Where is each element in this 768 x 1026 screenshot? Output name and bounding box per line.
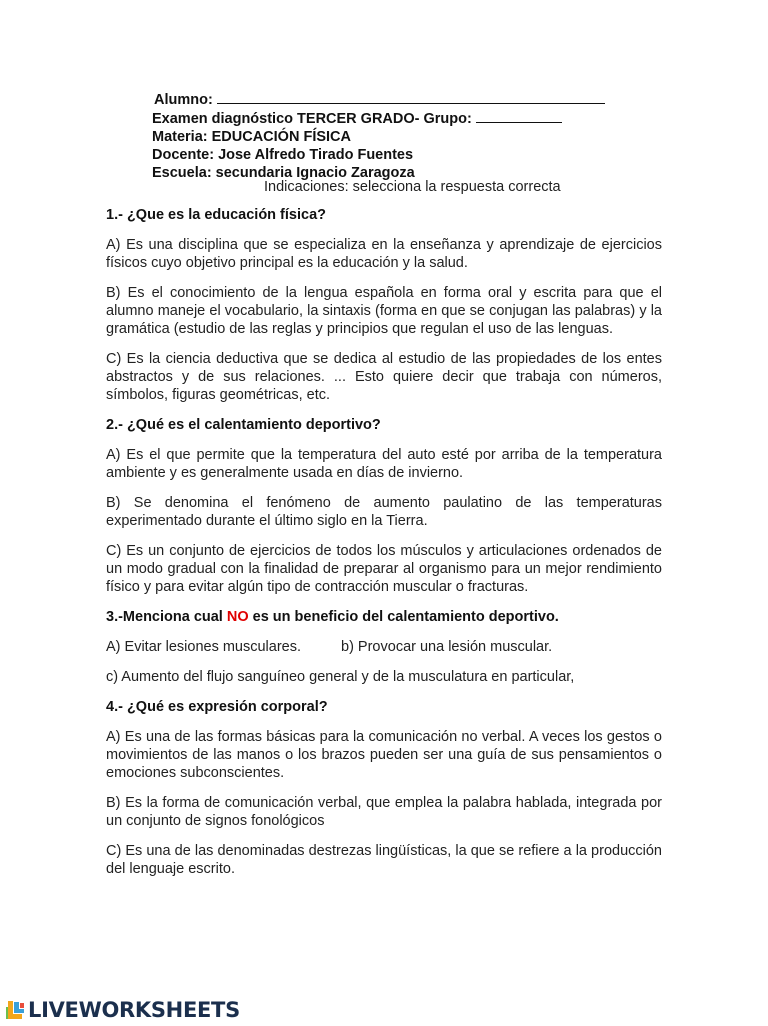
question-3-option-b[interactable]: b) Provocar una lesión muscular. [341, 639, 553, 655]
question-4-option-a[interactable]: A) Es una de las formas básicas para la comunicación no verbal. A veces los gestos o movimientos de las manos o los brazos pueden ser una guía de sus pensamientos o emociones subconscientes. [106, 729, 662, 781]
student-name-blank[interactable] [217, 90, 605, 104]
question-4-title: 4.- ¿Qué es expresión corporal? [106, 699, 328, 715]
question-4-option-c[interactable]: C) Es una de las denominadas destrezas lingüísticas, la que se refiere a la producción del lenguaje escrito. [106, 843, 662, 877]
student-label: Alumno: [154, 92, 213, 108]
questions [106, 206, 662, 890]
teacher-line: Docente: Jose Alfredo Tirado Fuentes [152, 147, 414, 163]
instructions: Indicaciones: selecciona la respuesta correcta [264, 179, 561, 195]
question-1-title: 1.- ¿Que es la educación física? [106, 207, 326, 223]
liveworksheets-logo-text: LIVEWORKSHEETS [28, 998, 240, 1022]
question-3-title-pre: 3.-Menciona cual [106, 609, 227, 625]
school-line: Escuela: secundaria Ignacio Zaragoza [152, 165, 415, 181]
question-2-option-a[interactable]: A) Es el que permite que la temperatura del auto esté por arriba de la temperatura ambiente y es generalmente usada en días de invierno. [106, 447, 662, 481]
liveworksheets-logo[interactable] [4, 996, 240, 1024]
subject-line: Materia: EDUCACIÓN FÍSICA [152, 129, 351, 145]
question-1-option-c[interactable]: C) Es la ciencia deductiva que se dedica al estudio de las propiedades de los entes abstractos y de sus relaciones. ... Esto quiere decir que trabaja con números, símbolos, figuras geométricas, etc. [106, 351, 662, 403]
question-3-title [106, 608, 662, 626]
question-3-options-row [106, 638, 662, 656]
group-blank[interactable] [476, 109, 562, 123]
question-1-option-b[interactable]: B) Es el conocimiento de la lengua española en forma oral y escrita para que el alumno maneje el vocabulario, la sintaxis (forma en que se conjugan las palabras) y la gramática (estudio de las reglas y principios que regulan el uso de las lenguas. [106, 285, 662, 337]
liveworksheets-logo-icon [4, 999, 26, 1021]
question-3-option-c[interactable]: c) Aumento del flujo sanguíneo general y de la musculatura en particular, [106, 669, 575, 685]
exam-title: Examen diagnóstico TERCER GRADO- Grupo: [152, 111, 472, 127]
exam-header [152, 90, 622, 182]
exam-title-line [152, 109, 622, 128]
question-3-title-no: NO [226, 609, 249, 625]
question-3-option-a[interactable]: A) Evitar lesiones musculares. [106, 639, 302, 655]
student-name-line [154, 90, 622, 109]
question-1-option-a[interactable]: A) Es una disciplina que se especializa en la enseñanza y aprendizaje de ejercicios físicos cuyo objetivo principal es la educación y la salud. [106, 237, 662, 271]
question-2-option-b[interactable]: B) Se denomina el fenómeno de aumento paulatino de las temperaturas experimentado durante el último siglo en la Tierra. [106, 495, 662, 529]
question-2-title: 2.- ¿Qué es el calentamiento deportivo? [106, 417, 381, 433]
question-3-title-post: es un beneficio del calentamiento deportivo. [248, 609, 559, 625]
question-4-option-b[interactable]: B) Es la forma de comunicación verbal, que emplea la palabra hablada, integrada por un conjunto de signos fonológicos [106, 795, 662, 829]
question-2-option-c[interactable]: C) Es un conjunto de ejercicios de todos los músculos y articulaciones ordenados de un modo gradual con la finalidad de preparar al organismo para un mejor rendimiento físico y para evitar algún tipo de contracción muscular o fracturas. [106, 543, 662, 595]
